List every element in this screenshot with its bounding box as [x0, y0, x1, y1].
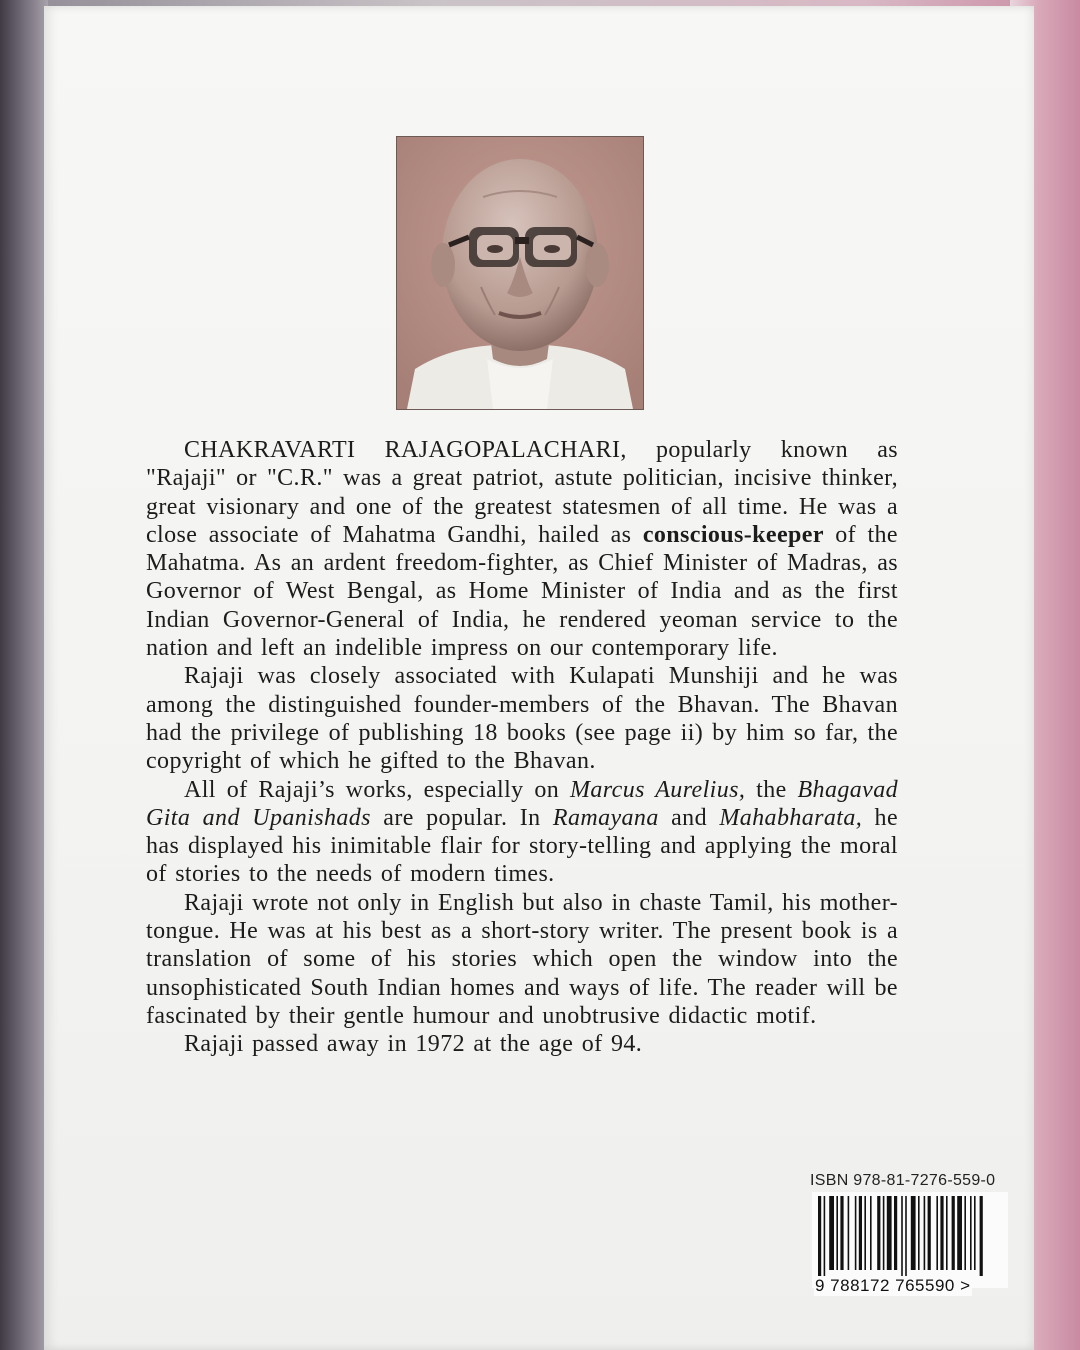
paragraph-2: Rajaji was closely associated with Kulapati Munshiji and he was among the distinguished founder-members of the Bhavan. The Bhavan had the privilege of publishing 18 books (see page ii) by him so far, the copyright of which he gifted to the Bhavan. [146, 663, 898, 775]
barcode-bar [970, 1196, 972, 1270]
barcode-bar [940, 1196, 943, 1270]
barcode-bar [818, 1196, 821, 1276]
barcode-bar [918, 1196, 920, 1270]
barcode-bar [864, 1196, 866, 1270]
barcode-bar [877, 1196, 880, 1270]
barcode-bar [824, 1196, 826, 1276]
portrait-illustration [397, 137, 643, 409]
barcode-bar [924, 1196, 926, 1270]
barcode-bars [812, 1192, 1008, 1276]
barcode-bar [905, 1196, 907, 1276]
left-background-edge [0, 0, 48, 1350]
barcode-bar [870, 1196, 872, 1270]
barcode [812, 1192, 1008, 1288]
barcode-bar [894, 1196, 897, 1270]
paragraph-1: CHAKRAVARTI RAJAGOPALACHARI, popularly known as "Rajaji" or "C.R." was a great patriot, astute politician, incisive thinker, great visionary and one of the greatest statesmen of all time. He was a close associate of Mahatma Gandhi, hailed as conscious-keeper of the Mahatma. As an ardent freedom-fighter, as Chief Minister of Madras, as Governor of West Bengal, as Home Minister of India and as the first Indian Governor-General of India, he rendered yeoman service to the nation and left an indelible impress on our contemporary life. [146, 437, 898, 662]
paragraph-3: All of Rajaji’s works, especially on Marcus Aurelius, the Bhagavad Gita and Upanishads are popular. In Ramayana and Mahabharata, he has displayed his inimitable flair for story-telling and applying the moral of stories to the needs of modern times. [146, 776, 899, 888]
barcode-bar [980, 1196, 983, 1276]
paragraph-5: Rajaji passed away in 1972 at the age of 94. [184, 1031, 643, 1058]
barcode-bar [829, 1196, 834, 1270]
author-portrait [396, 136, 644, 410]
barcode-bar [848, 1196, 850, 1270]
barcode-bar [957, 1196, 962, 1270]
barcode-digits: 9 788172 765590 > [815, 1276, 971, 1295]
barcode-bar [928, 1196, 931, 1270]
author-name: CHAKRAVARTI RAJAGOPALACHARI [184, 437, 621, 463]
barcode-bar [952, 1196, 955, 1270]
barcode-bar [901, 1196, 903, 1276]
biography-text [146, 436, 898, 1059]
paragraph-4: Rajaji wrote not only in English but also in chaste Tamil, his mother-tongue. He was at his best as a short-story writer. The present book is a translation of some of his stories which open the window into the unsophisticated South Indian homes and ways of life. The reader will be fascinated by their gentle humour and unobtrusive didactic motif. [146, 889, 898, 1029]
barcode-bar [946, 1196, 948, 1270]
barcode-bar [840, 1196, 843, 1270]
barcode-bar [859, 1196, 862, 1270]
barcode-bar [855, 1196, 857, 1270]
barcode-bar [936, 1196, 938, 1270]
barcode-bar [883, 1196, 885, 1270]
barcode-bar [911, 1196, 916, 1270]
barcode-bar [887, 1196, 892, 1270]
barcode-bar [974, 1196, 976, 1270]
isbn-label: ISBN 978-81-7276-559-0 [810, 1172, 996, 1189]
bold-phrase: conscious-keeper [642, 521, 824, 548]
barcode-bar [964, 1196, 966, 1270]
barcode-bar [836, 1196, 838, 1270]
